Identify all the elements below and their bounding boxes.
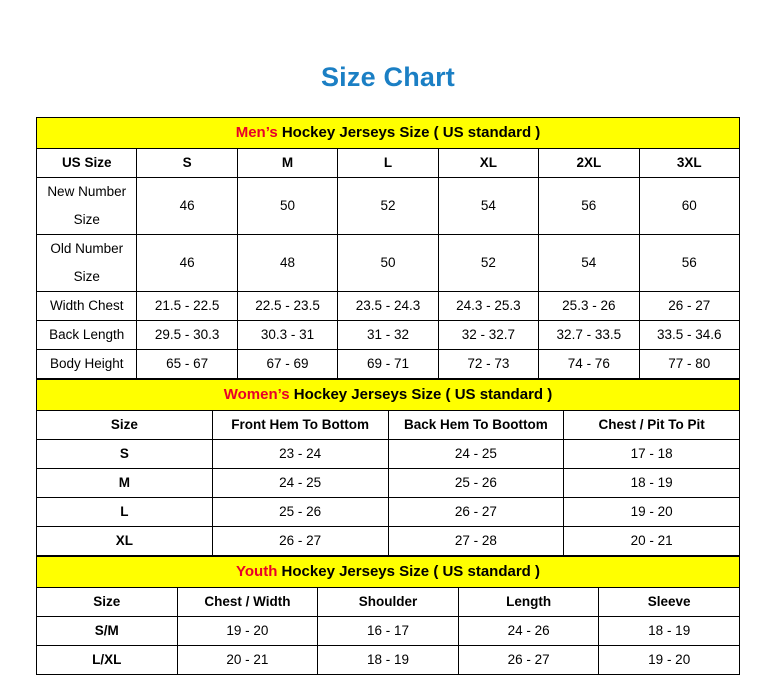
- womens-r0-c2: 24 - 25: [388, 440, 564, 469]
- mens-r2-c5: 25.3 - 26: [539, 292, 639, 321]
- womens-col-2: Back Hem To Boottom: [388, 411, 564, 440]
- mens-r0-c1: 46: [137, 178, 237, 235]
- youth-size-table: [36, 556, 740, 675]
- womens-r1-c1: 24 - 25: [212, 469, 388, 498]
- womens-heading-rest: Hockey Jerseys Size ( US standard ): [289, 386, 553, 403]
- page-title: Size Chart: [320, 62, 456, 92]
- womens-r2-c1: 25 - 26: [212, 498, 388, 527]
- mens-r0-c6: 60: [639, 178, 739, 235]
- womens-r0-c3: 17 - 18: [564, 440, 740, 469]
- mens-col-6: 3XL: [639, 149, 739, 178]
- table-row: [37, 350, 740, 379]
- mens-r1-c1: 46: [137, 235, 237, 292]
- mens-col-0: US Size: [37, 149, 137, 178]
- womens-column-header-row: [37, 411, 740, 440]
- mens-r0-c2: 50: [237, 178, 337, 235]
- youth-col-3: Length: [458, 588, 599, 617]
- table-row: [37, 292, 740, 321]
- mens-col-2: M: [237, 149, 337, 178]
- youth-r0-c4: 18 - 19: [599, 617, 740, 646]
- womens-r3-c2: 27 - 28: [388, 527, 564, 556]
- youth-heading-rest: Hockey Jerseys Size ( US standard ): [277, 563, 540, 580]
- womens-r1-c0: M: [37, 469, 213, 498]
- mens-r4-c1: 65 - 67: [137, 350, 237, 379]
- table-row: [37, 178, 740, 235]
- mens-section-heading: [37, 118, 740, 149]
- table-row: [37, 527, 740, 556]
- womens-size-table: [36, 379, 740, 556]
- mens-r3-c6: 33.5 - 34.6: [639, 321, 739, 350]
- mens-r1-c5: 54: [539, 235, 639, 292]
- youth-r0-c2: 16 - 17: [318, 617, 459, 646]
- mens-r1-c0: Old Number Size: [37, 235, 137, 292]
- mens-r2-c0: Width Chest: [37, 292, 137, 321]
- mens-r1-c3: 50: [338, 235, 438, 292]
- youth-column-header-row: [37, 588, 740, 617]
- mens-r4-c2: 67 - 69: [237, 350, 337, 379]
- table-row: [37, 617, 740, 646]
- mens-r4-c0: Body Height: [37, 350, 137, 379]
- mens-r4-c5: 74 - 76: [539, 350, 639, 379]
- mens-r2-c4: 24.3 - 25.3: [438, 292, 538, 321]
- womens-col-3: Chest / Pit To Pit: [564, 411, 740, 440]
- mens-r2-c2: 22.5 - 23.5: [237, 292, 337, 321]
- mens-r3-c4: 32 - 32.7: [438, 321, 538, 350]
- womens-heading-accent: Women’s: [223, 386, 290, 403]
- mens-r1-c6: 56: [639, 235, 739, 292]
- mens-heading-accent: Men’s: [235, 124, 278, 141]
- mens-col-4: XL: [438, 149, 538, 178]
- youth-r1-c2: 18 - 19: [318, 646, 459, 675]
- womens-r2-c3: 19 - 20: [564, 498, 740, 527]
- table-row: [37, 498, 740, 527]
- mens-r3-c3: 31 - 32: [338, 321, 438, 350]
- youth-r1-c4: 19 - 20: [599, 646, 740, 675]
- youth-col-1: Chest / Width: [177, 588, 318, 617]
- youth-col-4: Sleeve: [599, 588, 740, 617]
- womens-r3-c0: XL: [37, 527, 213, 556]
- womens-r0-c0: S: [37, 440, 213, 469]
- mens-size-table: [36, 117, 740, 379]
- table-row: [37, 646, 740, 675]
- mens-col-1: S: [137, 149, 237, 178]
- youth-section-heading-row: [37, 557, 740, 588]
- mens-r1-c4: 52: [438, 235, 538, 292]
- table-row: [37, 235, 740, 292]
- mens-r4-c4: 72 - 73: [438, 350, 538, 379]
- mens-r3-c5: 32.7 - 33.5: [539, 321, 639, 350]
- table-row: [37, 440, 740, 469]
- mens-col-5: 2XL: [539, 149, 639, 178]
- youth-r1-c0: L/XL: [37, 646, 178, 675]
- mens-r2-c3: 23.5 - 24.3: [338, 292, 438, 321]
- youth-col-2: Shoulder: [318, 588, 459, 617]
- youth-col-0: Size: [37, 588, 178, 617]
- mens-r2-c1: 21.5 - 22.5: [137, 292, 237, 321]
- youth-section-heading: [37, 557, 740, 588]
- youth-r1-c1: 20 - 21: [177, 646, 318, 675]
- womens-col-0: Size: [37, 411, 213, 440]
- table-row: [37, 469, 740, 498]
- womens-r3-c1: 26 - 27: [212, 527, 388, 556]
- mens-r3-c0: Back Length: [37, 321, 137, 350]
- table-row: [37, 321, 740, 350]
- womens-r0-c1: 23 - 24: [212, 440, 388, 469]
- mens-r3-c1: 29.5 - 30.3: [137, 321, 237, 350]
- womens-r1-c2: 25 - 26: [388, 469, 564, 498]
- mens-column-header-row: [37, 149, 740, 178]
- womens-section-heading: [37, 380, 740, 411]
- mens-col-3: L: [338, 149, 438, 178]
- womens-r3-c3: 20 - 21: [564, 527, 740, 556]
- mens-r4-c3: 69 - 71: [338, 350, 438, 379]
- womens-r2-c2: 26 - 27: [388, 498, 564, 527]
- youth-r1-c3: 26 - 27: [458, 646, 599, 675]
- mens-r0-c0: New Number Size: [37, 178, 137, 235]
- youth-r0-c0: S/M: [37, 617, 178, 646]
- womens-section-heading-row: [37, 380, 740, 411]
- womens-r1-c3: 18 - 19: [564, 469, 740, 498]
- youth-heading-accent: Youth: [236, 563, 278, 580]
- mens-r3-c2: 30.3 - 31: [237, 321, 337, 350]
- youth-r0-c1: 19 - 20: [177, 617, 318, 646]
- mens-r0-c5: 56: [539, 178, 639, 235]
- womens-r2-c0: L: [37, 498, 213, 527]
- mens-heading-rest: Hockey Jerseys Size ( US standard ): [277, 124, 541, 141]
- mens-section-heading-row: [37, 118, 740, 149]
- mens-r1-c2: 48: [237, 235, 337, 292]
- mens-r2-c6: 26 - 27: [639, 292, 739, 321]
- youth-r0-c3: 24 - 26: [458, 617, 599, 646]
- mens-r0-c4: 54: [438, 178, 538, 235]
- size-chart-tables: [36, 117, 740, 675]
- womens-col-1: Front Hem To Bottom: [212, 411, 388, 440]
- mens-r0-c3: 52: [338, 178, 438, 235]
- mens-r4-c6: 77 - 80: [639, 350, 739, 379]
